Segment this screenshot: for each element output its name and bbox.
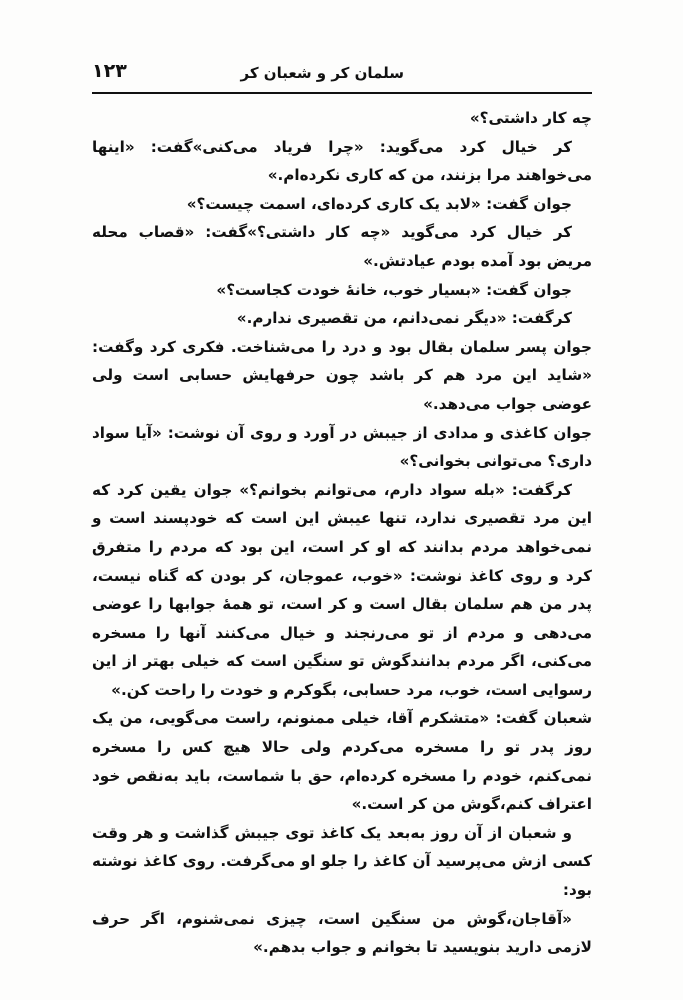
page-number: ۱۲۳: [92, 60, 127, 82]
paragraph: جوان گفت: «لابد یک کاری کرده‌ای، اسمت چیست؟»: [186, 194, 572, 213]
paragraph: جوان کاغذی و مدادی از جیبش در آورد و روی آن نوشت: «آیا سواد داری؟ می‌توانی بخوانی؟»: [92, 423, 592, 471]
paragraph: جوان گفت: «بسیار خوب، خانهٔ خودت کجاست؟»: [216, 280, 572, 299]
paragraph: و شعبان از آن روز به‌بعد یک کاغذ توی جیبش گذاشت و هر وقت کسی ازش می‌پرسید آن کاغذ را جلو او می‌گرفت. روی کاغذ نوشته بود:: [92, 823, 592, 900]
header-divider: [92, 92, 592, 94]
paragraph: کر خیال کرد می‌گوید: «چرا فریاد می‌کنی»گفت: «اینها می‌خواهند مرا بزنند، من که کاری نکرده‌ام.»: [92, 137, 592, 185]
paragraph: کر خیال کرد می‌گوید «چه کار داشتی؟»گفت: «قصاب محله مریض بود آمده بودم عیادتش.»: [92, 223, 592, 270]
paragraph: «آقاجان،گوش من سنگین است، چیزی نمی‌شنوم، اگر حرف لازمی دارید بنویسید تا بخوانم و جواب بدهم.»: [92, 909, 592, 957]
paragraph: کرگفت: «بله سواد دارم، می‌توانم بخوانم؟» جوان یقین کرد که این مرد تقصیری ندارد، تنها عیبش این است که خودپسند است و نمی‌خواهد مردم بدانند که او کر است، این بود که مردم را متفرق کرد و روی کاغذ نوشت: «خوب، عموجان، کر بودن که گناه نیست، پدر من هم سلمان بقال است و کر است، تو همهٔ جوابها را عوضی می‌دهی و مردم از تو می‌رنجند و خیال می‌کنند آنها را مسخره می‌کنی، اگر مردم بدانندگوش تو سنگین است که خیلی بهتر از این رسوایی است، خوب، مرد حسابی، بگوکرم و خودت را راحت کن.»: [92, 480, 592, 699]
page-header: [92, 52, 592, 90]
paragraph: جوان پسر سلمان بقال بود و درد را می‌شناخت. فکری کرد وگفت: «شاید این مرد هم کر باشد چون حرفهایش حسابی است ولی عوضی جواب می‌دهد.»: [92, 337, 592, 413]
running-title: سلمان کر و شعبان کر: [240, 64, 404, 82]
paragraph: کرگفت: «دیگر نمی‌دانم، من تقصیری ندارم.»: [236, 309, 572, 328]
paragraph: شعبان گفت: «متشکرم آقا، خیلی ممنونم، راست می‌گویی، من یک روز پدر تو را مسخره می‌کردم ولی حالا هیچ کس را مسخره نمی‌کنم، خودم را مسخره کرده‌ام، حق با شماست، باید به‌نقص خود اعتراف کنم،گوش من کر است.»: [92, 709, 592, 814]
paragraph: چه کار داشتی؟»: [469, 109, 592, 127]
body-text: [92, 104, 592, 962]
